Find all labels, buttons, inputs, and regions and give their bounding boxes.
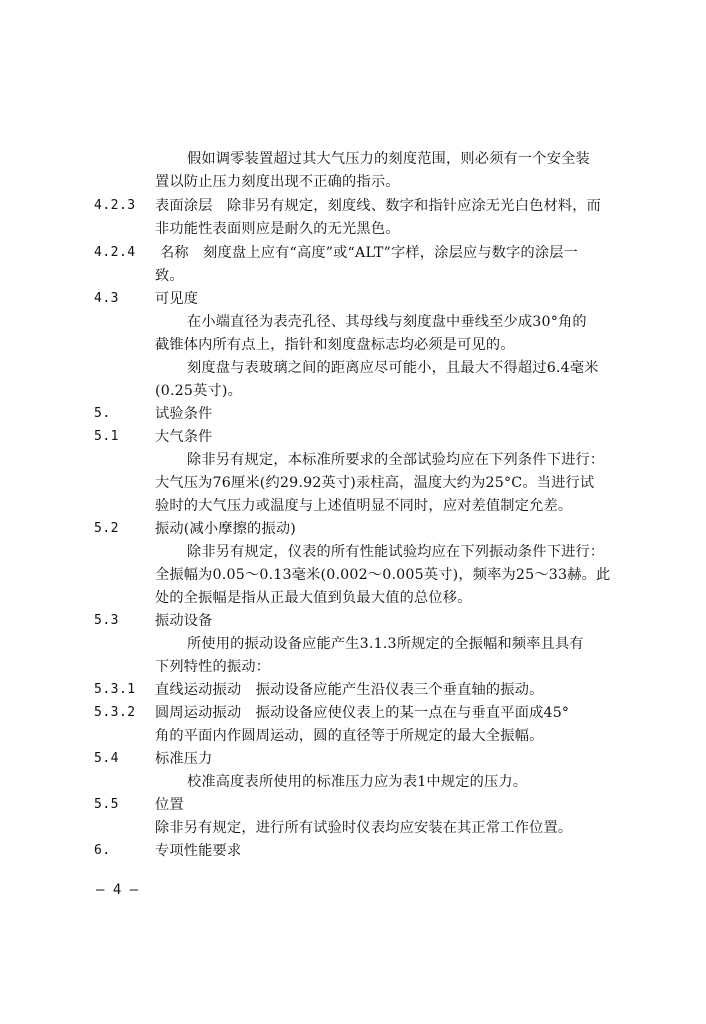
body-line: 下列特性的振动： <box>155 659 271 675</box>
body-line: 在小端直径为表壳孔径、其母线与刻度盘中垂线至少成30°角的 <box>187 314 587 330</box>
section-number: 5. <box>94 406 111 421</box>
body-line: 处的全振幅是指从正最大值到负最大值的总位移。 <box>155 590 472 606</box>
section-number: 5.3.1 <box>94 682 136 697</box>
section-heading: 专项性能要求 <box>155 843 242 859</box>
section-number: 4.2.3 <box>94 198 136 213</box>
section-number: 5.1 <box>94 429 119 444</box>
section-number: 4.3 <box>94 291 119 306</box>
section-number: 4.2.4 <box>94 245 136 260</box>
section-heading: 可见度 <box>155 291 199 307</box>
body-line: 假如调零装置超过其大气压力的刻度范围，则必须有一个安全装 <box>187 151 590 167</box>
section-number: 5.3.2 <box>94 705 136 720</box>
section-number: 6. <box>94 843 111 858</box>
section-heading: 振动设备 <box>155 613 213 629</box>
body-line: 致。 <box>155 268 184 284</box>
section-number: 5.3 <box>94 613 119 628</box>
section-heading: 振动(减小摩擦的振动) <box>155 521 296 537</box>
body-line: 非功能性表面则应是耐久的无光黑色。 <box>155 221 400 237</box>
section-number: 5.5 <box>94 797 119 812</box>
body-line: 验时的大气压力或温度与上述值明显不同时，应对差值制定允差。 <box>155 498 573 514</box>
section-heading: 位置 <box>155 797 184 813</box>
body-line: 全振幅为0.05～0.13毫米(0.002～0.005英寸)，频率为25～33赫。此 <box>155 567 611 583</box>
section-number: 5.2 <box>94 521 119 536</box>
body-line: 置以防止压力刻度出现不正确的指示。 <box>155 174 400 190</box>
body-line: (0.25英寸)。 <box>155 383 243 399</box>
body-line: 角的平面内作圆周运动，圆的直径等于所规定的最大全振幅。 <box>155 728 544 744</box>
section-heading: 大气条件 <box>155 429 213 445</box>
body-line: 除非另有规定，仪表的所有性能试验均应在下列振动条件下进行： <box>187 544 605 560</box>
body-line: 除非另有规定，本标准所要求的全部试验均应在下列条件下进行： <box>187 452 605 468</box>
section-text: 直线运动振动 振动设备应能产生沿仪表三个垂直轴的振动。 <box>155 682 544 698</box>
body-line: 刻度盘与表玻璃之间的距离应尽可能小，且最大不得超过6.4毫米 <box>187 360 599 376</box>
section-text: 圆周运动振动 振动设备应使仪表上的某一点在与垂直平面成45° <box>155 705 570 721</box>
body-line: 大气压为76厘米(约29.92英寸)汞柱高，温度大约为25°C。当进行试 <box>155 475 595 491</box>
body-line: 所使用的振动设备应能产生3.1.3所规定的全振幅和频率且具有 <box>187 636 584 652</box>
section-text: 表面涂层 除非另有规定，刻度线、数字和指针应涂无光白色材料，而 <box>155 198 602 214</box>
page-number: — 4 — <box>96 882 139 898</box>
section-heading: 试验条件 <box>155 406 213 422</box>
body-line: 除非另有规定，进行所有试验时仪表均应安装在其正常工作位置。 <box>155 820 573 836</box>
section-number: 5.4 <box>94 751 119 766</box>
body-line: 截锥体内所有点上，指针和刻度盘标志均必须是可见的。 <box>155 337 515 353</box>
section-text: 名称 刻度盘上应有“高度”或“ALT”字样，涂层应与数字的涂层一 <box>160 245 579 261</box>
section-heading: 标准压力 <box>155 751 213 767</box>
body-line: 校准高度表所使用的标准压力应为表1中规定的压力。 <box>187 774 528 790</box>
